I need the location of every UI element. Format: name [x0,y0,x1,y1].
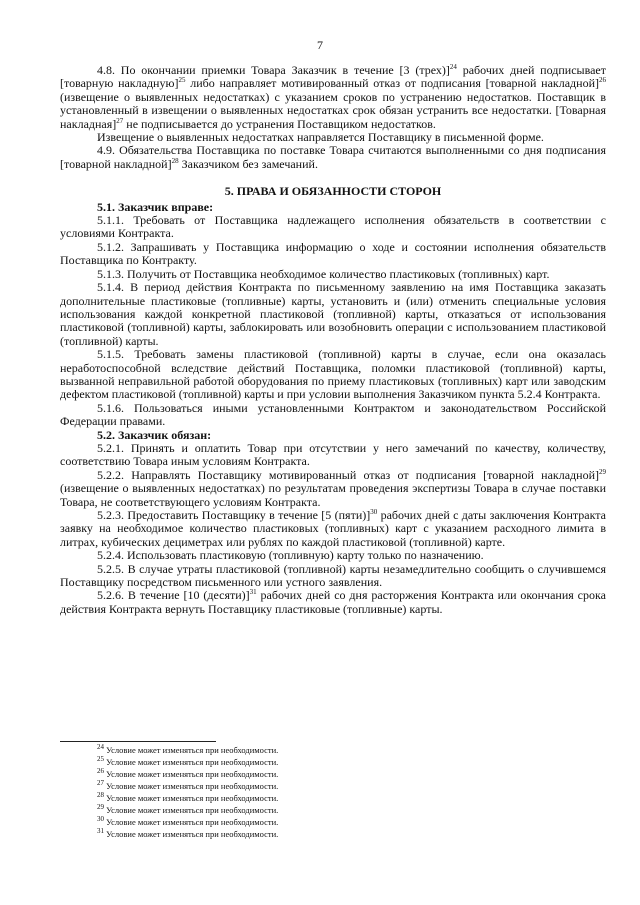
item-5-1-5: 5.1.5. Требовать замены пластиковой (топливной) карты в случае, если она оказалась неработоспособной вследствие действий Поставщика, поломки пластиковой (топливной) карты, вызванной неправильной работой оборудования по приему пластиковых (топливных) карт или заводским дефектом пластиковой (топливной) карты и при условии выполнения Заказчиком пункта 5.2.4 Контракта. [60,347,606,402]
footnote-ref: 28 [171,156,179,165]
paragraph-notice: Извещение о выявленных недостатках направляется Поставщику в письменной форме. [97,130,544,145]
item-5-1-3: 5.1.3. Получить от Поставщика необходимое количество пластиковых (топливных) карт. [97,266,550,281]
subsection-title-5-1: 5.1. Заказчик вправе: [97,199,214,214]
item-5-2-5: 5.2.5. В случае утраты пластиковой (топливной) карты незамедлительно сообщить о случившемся Поставщику посредством письменного или устного заявления. [60,561,606,590]
footnote-ref: 25 [178,76,186,85]
page-number: 7 [317,38,323,52]
footnote-ref: 29 [599,467,606,476]
item-5-2-3: 5.2.3. Предоставить Поставщику в течение [5 (пяти)]$^{30}$ рабочих дней с даты заключения Контракта заявку на необходимое количество пластиковых (топливных) карт с указанием расходного лимита в литрах, кубических дециметрах или рублях по каждой пластиковой (топливной) карте. [60,508,606,549]
item-5-1-1: 5.1.1. Требовать от Поставщика надлежащего исполнения обязательств в соответствии с условиями Контракта. [60,213,606,241]
item-5-2-2: 5.2.2. Направлять Поставщику мотивированный отказ от подписания [товарной накладной]$^{29}$ (извещение о выявленных недостатках) по результатам проведения экспертизы Товара в случае поставки Товара, не соответствующего условиям Контракта. [60,467,606,509]
item-5-1-2: 5.1.2. Запрашивать у Поставщика информацию о ходе и состоянии исполнения обязательств Поставщика по Контракту. [60,239,606,268]
paragraph-4-9: 4.9. Обязательства Поставщика по поставке Товара считаются выполненными со дня подписания [товарной накладной]$^{28}$ Заказчиком без замечаний. [60,143,606,171]
footnote: $^{24}$ Условие может изменяться при необходимости. [97,743,279,755]
item-5-1-4: 5.1.4. В период действия Контракта по письменному заявлению на имя Поставщика заказать дополнительные пластиковые (топливные) карты, установить и (или) отменить специальные условия использования каждой конкретной пластиковой (топливной) карты, отказаться от использования пластиковой (топливной) карты, заблокировать или возобновить операции с использованием пластиковой (топливной) карты. [60,280,606,348]
footnotes [97,744,577,840]
document-body [60,64,606,616]
footnote-divider [60,741,216,742]
footnote: $^{28}$ Условие может изменяться при необходимости. [97,791,279,803]
footnote: $^{25}$ Условие может изменяться при необходимости. [97,755,279,767]
item-5-2-4: 5.2.4. Использовать пластиковую (топливную) карту только по назначению. [97,548,484,563]
footnote-ref: 26 [599,76,606,85]
footnote-ref: 27 [116,116,124,125]
item-5-2-1: 5.2.1. Принять и оплатить Товар при отсутствии у него замечаний по качеству, количеству, соответствию Товара иным условиям Контракта. [60,440,606,469]
footnote: $^{27}$ Условие может изменяться при необходимости. [97,779,279,791]
item-5-1-6: 5.1.6. Пользоваться иными установленными Контрактом и законодательством Российской Федерации правами. [60,400,606,429]
footnote: $^{29}$ Условие может изменяться при необходимости. [97,803,279,815]
footnote-ref: 31 [249,588,257,597]
footnote: $^{30}$ Условие может изменяться при необходимости. [97,815,279,827]
subsection-title-5-2: 5.2. Заказчик обязан: [97,427,212,442]
item-5-2-6: 5.2.6. В течение [10 (десяти)]$^{31}$ рабочих дней со дня расторжения Контракта или окончания срока действия Контракта вернуть Поставщику пластиковые (топливные) карты. [60,588,606,616]
paragraph-4-8: 4.8. По окончании приемки Товара Заказчик в течение [3 (трех)]$^{24}$ рабочих дней подписывает [товарную накладную]$^{25}$ либо направляет мотивированный отказ от подписания [товарной накладной]$^{26}$ (извещение о выявленных недостатках) с указанием сроков по устранению недостатков. Поставщик в установленный в извещении о выявленных недостатках срок обязан устранить все недостатки. [Товарная накладная]$^{27}$ не подписывается до устранения Поставщиком недостатков. [60,63,606,131]
footnote-ref: 30 [370,508,378,516]
section-title: 5. ПРАВА И ОБЯЗАННОСТИ СТОРОН [224,184,442,199]
footnote: $^{31}$ Условие может изменяться при необходимости. [97,827,279,839]
footnote: $^{26}$ Условие может изменяться при необходимости. [97,767,279,779]
footnote-ref: 24 [449,63,457,71]
